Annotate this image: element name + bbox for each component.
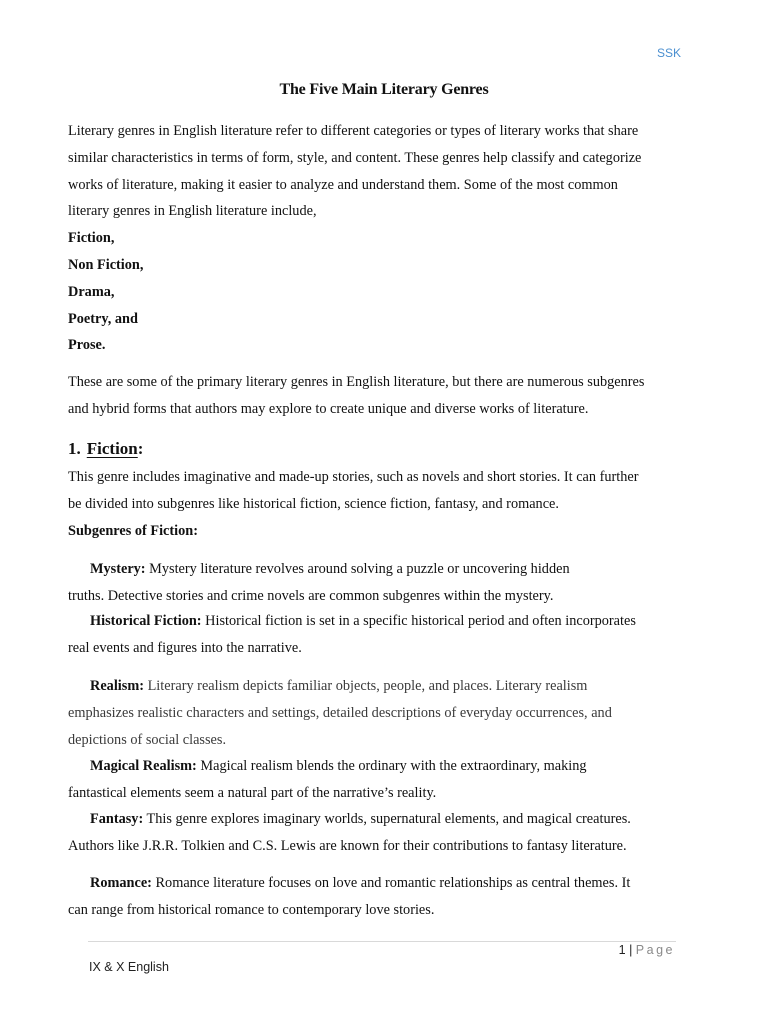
subgenre-realism <box>68 673 680 753</box>
fiction-line: be divided into subgenres like historical fiction, science fiction, fantasy, and romance. <box>68 495 559 512</box>
subgenre-text: Authors like J.R.R. Tolkien and C.S. Lewis are known for their contributions to fantasy literature. <box>68 837 627 854</box>
subgenre-text: can range from historical romance to contemporary love stories. <box>68 901 435 918</box>
section-heading-text: Fiction <box>86 439 138 458</box>
subgenre-text: This genre explores imaginary worlds, supernatural elements, and magical creatures. <box>143 811 631 827</box>
genre-item-prose: Prose. <box>68 337 106 354</box>
footer-course-label: IX & X English <box>89 960 169 974</box>
subgenre-text: Romance literature focuses on love and romantic relationships as central themes. It <box>151 875 631 891</box>
subgenre-term: Fantasy: <box>90 811 144 827</box>
subgenre-term: Realism: <box>90 678 144 694</box>
section-number: 1. <box>68 439 81 458</box>
subgenre-text: depictions of social classes. <box>68 731 227 748</box>
genre-item-fiction: Fiction, <box>68 230 115 247</box>
page-separator: | <box>625 943 636 957</box>
subgenre-term: Romance: <box>90 875 152 891</box>
footer-divider <box>88 941 676 942</box>
subgenre-text: truths. Detective stories and crime novels are common subgenres within the mystery. <box>68 587 554 604</box>
page-title: The Five Main Literary Genres <box>279 81 489 98</box>
intro-line: similar characteristics in terms of form, style, and content. These genres help classify and categorize <box>68 149 642 166</box>
summary-line: and hybrid forms that authors may explore to create unique and diverse works of literature. <box>68 400 589 417</box>
subgenre-term: Magical Realism: <box>90 758 197 774</box>
subgenre-text: Magical realism blends the ordinary with the extraordinary, making <box>196 758 587 774</box>
genre-item-poetry: Poetry, and <box>68 310 138 327</box>
subgenre-term: Historical Fiction: <box>90 613 202 629</box>
subgenre-text: emphasizes realistic characters and settings, detailed descriptions of everyday occurrences, and <box>68 704 612 721</box>
subgenres-label: Subgenres of Fiction: <box>68 522 198 539</box>
page-number: 1 <box>618 943 626 957</box>
page-word: Page <box>635 943 675 957</box>
genre-item-drama: Drama, <box>68 283 115 300</box>
subgenre-historical-fiction <box>68 608 680 662</box>
subgenre-text: Mystery literature revolves around solving a puzzle or uncovering hidden <box>145 561 570 577</box>
footer-page-number <box>619 943 675 957</box>
section-heading-colon: : <box>137 439 144 458</box>
fiction-line: This genre includes imaginative and made-up stories, such as novels and short stories. It can further <box>68 469 639 485</box>
intro-line: works of literature, making it easier to analyze and understand them. Some of the most common <box>68 176 618 193</box>
subgenre-text: Historical fiction is set in a specific historical period and often incorporates <box>201 613 636 629</box>
header-tag: SSK <box>657 46 682 60</box>
subgenre-romance <box>68 870 680 924</box>
subgenre-term: Mystery: <box>90 561 146 577</box>
intro-line: literary genres in English literature include, <box>68 203 317 220</box>
summary-paragraph <box>68 369 680 423</box>
subgenre-text: fantastical elements seem a natural part of the narrative’s reality. <box>68 784 437 801</box>
fiction-description <box>68 464 680 544</box>
section-heading-fiction <box>68 436 143 462</box>
subgenre-magical-realism <box>68 753 680 807</box>
summary-line: These are some of the primary literary genres in English literature, but there are numerous subgenres <box>68 374 645 390</box>
subgenre-mystery <box>68 556 680 610</box>
intro-line: Literary genres in English literature refer to different categories or types of literary works that share <box>68 123 639 139</box>
subgenre-text: Literary realism depicts familiar objects, people, and places. Literary realism <box>144 678 588 694</box>
genre-item-nonfiction: Non Fiction, <box>68 256 144 273</box>
subgenre-fantasy <box>68 806 680 860</box>
intro-paragraph <box>68 118 680 359</box>
subgenre-text: real events and figures into the narrative. <box>68 639 302 656</box>
